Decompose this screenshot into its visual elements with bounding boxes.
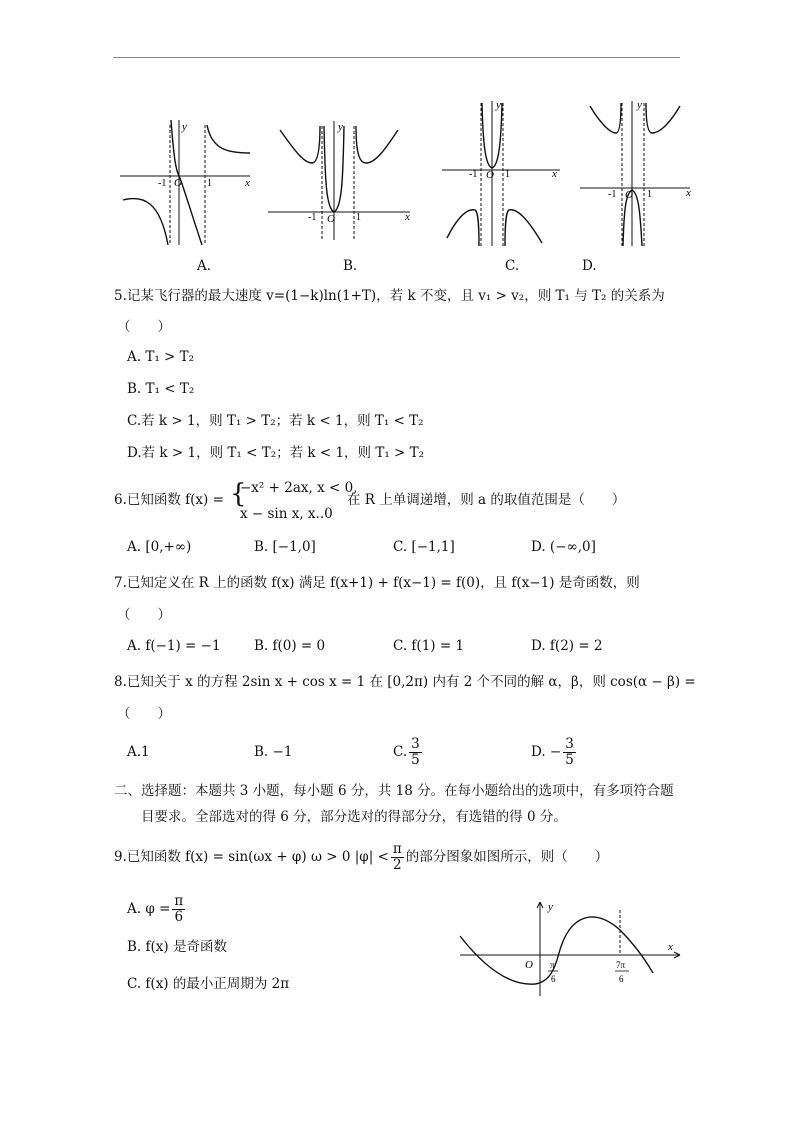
header-rule: [113, 57, 680, 58]
graph-d: [580, 98, 700, 248]
denominator: 2: [393, 857, 402, 873]
q5-stem: 5.记某飞行器的最大速度 v=(1−k)ln(1+T)，若 k 不变，且 v₁ > v₂，则 T₁ 与 T₂ 的关系为: [114, 288, 665, 304]
q6-option-b: B. [−1,0]: [254, 539, 316, 555]
q8-option-b: B. −1: [254, 744, 293, 760]
q7-stem: 7.已知定义在 R 上的函数 f(x) 满足 f(x+1) + f(x−1) = f(0)，且 f(x−1) 是奇函数，则: [114, 575, 640, 591]
q9-stem-a: 9.已知函数 f(x) = sin(ωx + φ) ω > 0 |φ| <: [114, 849, 389, 865]
graph-label-b: B.: [343, 258, 358, 274]
graph-label-c: C.: [505, 258, 520, 274]
tick-neg-one: -1: [308, 212, 317, 223]
origin-label: O: [625, 189, 633, 201]
q9-sine-graph: [455, 898, 690, 998]
q8-stem: 8.已知关于 x 的方程 2sin x + cos x = 1 在 [0,2π) 内有 2 个不同的解 α，β，则 cos(α − β) =: [114, 674, 696, 690]
q6-option-c: C. [−1,1]: [393, 539, 455, 555]
q8-option-c-fraction: [409, 737, 422, 768]
q8-option-a: A.1: [127, 744, 150, 760]
q8-option-c-prefix: C.: [393, 744, 408, 760]
q6-tail: 在 R 上单调递增，则 a 的取值范围是（ ）: [347, 492, 626, 508]
origin-label: O: [327, 213, 335, 225]
graph-label-d: D.: [582, 258, 597, 274]
q9-axis-y: y: [548, 901, 553, 913]
section2-line1: 二、选择题：本题共 3 小题，每小题 6 分，共 18 分。在每小题给出的选项中，有多项符合题: [114, 783, 674, 799]
q8-option-d-prefix: D. −: [531, 744, 562, 760]
axis-y-label: y: [182, 121, 187, 133]
numerator: π: [392, 841, 402, 857]
q9-tick1-den: 6: [551, 974, 556, 984]
q9-tick2-num: 7π: [616, 960, 626, 970]
denominator: 6: [174, 909, 184, 925]
graph-c: [442, 98, 567, 248]
q6-option-d: D. (−∞,0]: [531, 539, 596, 555]
q5-option-c: C.若 k > 1，则 T₁ > T₂；若 k < 1，则 T₁ < T₂: [127, 413, 424, 429]
q5-paren: （ ）: [117, 319, 171, 335]
graph-label-a: A.: [197, 258, 212, 274]
tick-one: 1: [356, 212, 361, 223]
q7-paren: （ ）: [117, 607, 171, 623]
tick-one: 1: [647, 189, 652, 200]
q7-option-a: A. f(−1) = −1: [127, 638, 221, 654]
q6-case2: x − sin x, x..0: [240, 506, 333, 522]
q5-option-a: A. T₁ > T₂: [127, 349, 195, 365]
axis-y-label: y: [637, 99, 642, 111]
q7-option-d: D. f(2) = 2: [531, 638, 603, 654]
q8-paren: （ ）: [117, 706, 171, 722]
section2-line2: 目要求。全部选对的得 6 分，部分选对的得部分分，有选错的得 0 分。: [141, 809, 567, 825]
q9-origin: O: [525, 959, 533, 971]
q6-option-a: A. [0,+∞): [127, 539, 192, 555]
q6-brace: {: [230, 479, 247, 509]
origin-label: O: [486, 169, 494, 181]
q6-case1: −x² + 2ax, x < 0,: [240, 480, 358, 496]
tick-neg-one: -1: [469, 169, 478, 180]
denominator: 5: [411, 752, 420, 768]
axis-y-label: y: [496, 99, 501, 111]
graph-a: [118, 115, 258, 250]
axis-x-label: x: [245, 177, 250, 189]
axis-x-label: x: [405, 211, 410, 223]
q8-option-d-fraction: [563, 737, 576, 768]
q9-option-c: C. f(x) 的最小正周期为 2π: [127, 976, 290, 992]
q8-option-d: [531, 733, 578, 771]
q9-option-b: B. f(x) 是奇函数: [127, 939, 227, 955]
numerator: π: [174, 893, 184, 909]
axis-x-label: x: [686, 187, 691, 199]
q9-tick2-den: 6: [619, 974, 624, 984]
q9-stem-fraction: [391, 842, 404, 873]
q9-option-a-prefix: A. φ =: [127, 901, 171, 917]
tick-neg-one: -1: [158, 178, 167, 189]
q8-option-c: [393, 733, 424, 771]
q5-option-d: D.若 k > 1，则 T₁ < T₂；若 k < 1，则 T₁ > T₂: [127, 445, 425, 461]
origin-label: O: [174, 177, 182, 189]
graph-b: [268, 118, 418, 243]
q7-option-c: C. f(1) = 1: [393, 638, 465, 654]
axis-x-label: x: [552, 168, 557, 180]
numerator: 3: [565, 736, 574, 752]
q6-lead: 6.已知函数 f(x) =: [114, 492, 224, 508]
q9-tick1-num: π: [550, 960, 555, 970]
q7-option-b: B. f(0) = 0: [254, 638, 326, 654]
tick-one: 1: [505, 169, 510, 180]
tick-one: 1: [207, 178, 212, 189]
numerator: 3: [411, 736, 420, 752]
q9-stem-b: 的部分图象如图所示，则（ ）: [405, 849, 609, 865]
q9-stem: [114, 838, 608, 876]
tick-neg-one: -1: [608, 189, 617, 200]
axis-y-label: y: [338, 121, 343, 133]
denominator: 5: [565, 752, 574, 768]
q9-option-a: [127, 890, 187, 928]
q9-option-a-fraction: [172, 894, 185, 925]
q9-axis-x: x: [668, 941, 673, 953]
q5-option-b: B. T₁ < T₂: [127, 381, 195, 397]
